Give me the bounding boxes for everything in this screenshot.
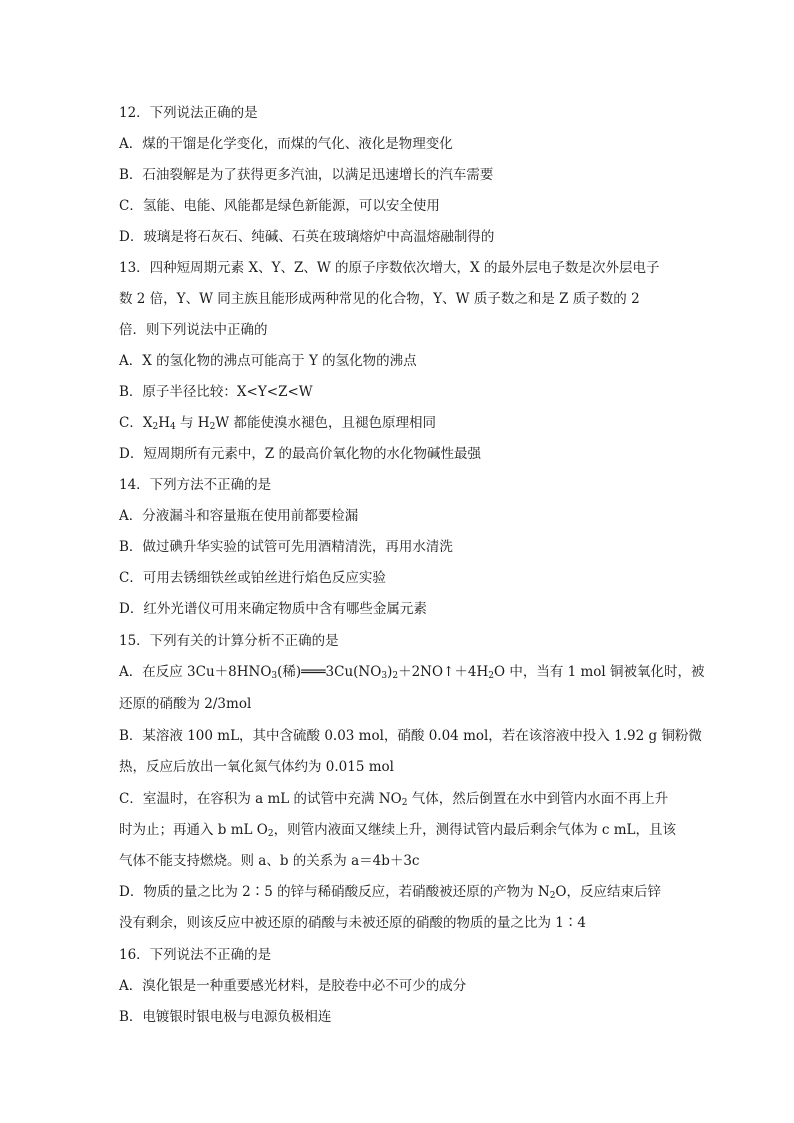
q12-option-d: D．玻璃是将石灰石、纯碱、石英在玻璃熔炉中高温熔融制得的: [119, 229, 495, 245]
q15-option-b-line2: 热，反应后放出一氧化氮气体约为 0.015 mol: [119, 759, 394, 775]
q14-option-b: B．做过碘升华实验的试管可先用酒精清洗，再用水清洗: [119, 539, 453, 555]
q15-c2-sub: 2: [267, 829, 274, 839]
q13-option-d: D．短周期所有元素中，Z 的最高价氧化物的水化物碱性最强: [119, 446, 481, 462]
q15-option-a-line1: [119, 662, 705, 682]
q14-option-c: C．可用去锈细铁丝或铂丝进行焰色反应实验: [119, 570, 386, 586]
q15-option-d-line2: 没有剩余，则该反应中被还原的硝酸与未被还原的硝酸的物质的量之比为 1∶4: [119, 915, 586, 931]
q15-c1-prefix: C．室温时，在容积为 a mL 的试管中充满 NO: [119, 791, 402, 807]
q15-a1-mid2: ): [387, 664, 393, 680]
q13-stem-line3: 倍．则下列说法中正确的: [119, 322, 268, 338]
q15-option-d-line1: [119, 882, 679, 902]
q14-option-a: A．分液漏斗和容量瓶在使用前都要检漏: [119, 508, 359, 524]
q15-c1-sub: 2: [401, 798, 408, 808]
q15-c1-suffix: 气体，然后倒置在水中到管内水面不再上升: [407, 791, 669, 807]
q13-stem-line2: 数 2 倍，Y、W 同主族且能形成两种常见的化合物，Y、W 质子数之和是 Z 质子数的 2: [119, 291, 640, 307]
q14-option-d: D．红外光谱仪可用来确定物质中含有哪些金属元素: [119, 601, 427, 617]
q15-option-c-line2: [119, 820, 679, 840]
q15-option-c-line1: [119, 789, 679, 809]
q12-stem: 12．下列说法正确的是: [119, 105, 258, 121]
q13-c-prefix: C．X: [119, 415, 153, 431]
q15-option-a-line2: 还原的硝酸为 2/3mol: [119, 696, 252, 712]
q15-a1-mid3: ＋2NO↑＋4H: [398, 664, 489, 680]
q13-c-sub1: 2: [152, 422, 159, 432]
q13-c-sub2: 4: [169, 422, 176, 432]
q14-stem: 14．下列方法不正确的是: [119, 477, 272, 493]
q15-a1-mid1: (稀)═══3Cu(NO: [277, 664, 382, 680]
q15-a1-sub1: 3: [271, 671, 278, 681]
q13-c-suffix: W 都能使溴水褪色，且褪色原理相同: [215, 415, 436, 431]
q15-a1-sub2: 3: [381, 671, 388, 681]
q13-option-a: A．X 的氢化物的沸点可能高于 Y 的氢化物的沸点: [119, 353, 417, 369]
q15-d1-suffix: O，反应结束后锌: [555, 884, 661, 900]
q12-option-a: A．煤的干馏是化学变化，而煤的气化、液化是物理变化: [119, 136, 453, 152]
q12-option-b: B．石油裂解是为了获得更多汽油，以满足迅速增长的汽车需要: [119, 167, 494, 183]
q13-c-mid2: 与 H: [175, 415, 210, 431]
q15-c2-prefix: 时为止；再通入 b mL O: [119, 822, 268, 838]
q15-c2-suffix: ，则管内液面又继续上升，测得试管内最后剩余气体为 c mL，且该: [273, 822, 677, 838]
q13-c-mid1: H: [158, 415, 170, 431]
q15-option-b-line1: B．某溶液 100 mL，其中含硫酸 0.03 mol，硝酸 0.04 mol，若在该溶液中投入 1.92 g 铜粉微: [119, 728, 702, 744]
q13-stem-line1: 13．四种短周期元素 X、Y、Z、W 的原子序数依次增大，X 的最外层电子数是次外层电子: [119, 260, 660, 276]
q15-stem: 15．下列有关的计算分析不正确的是: [119, 633, 339, 649]
q16-stem: 16．下列说法不正确的是: [119, 947, 272, 963]
q15-a1-prefix: A．在反应 3Cu＋8HNO: [119, 664, 272, 680]
q16-option-b: B．电镀银时银电极与电源负极相连: [119, 1009, 332, 1025]
q13-c-sub3: 2: [209, 422, 216, 432]
q15-d1-prefix: D．物质的量之比为 2∶5 的锌与稀硝酸反应，若硝酸被还原的产物为 N: [119, 884, 550, 900]
q16-option-a: A．溴化银是一种重要感光材料，是胶卷中必不可少的成分: [119, 978, 467, 994]
q15-d1-sub: 2: [549, 891, 556, 901]
q15-option-c-line3: 气体不能支持燃烧。则 a、b 的关系为 a＝4b＋3c: [119, 853, 420, 869]
q12-option-c: C．氢能、电能、风能都是绿色新能源，可以安全使用: [119, 198, 440, 214]
q15-a1-sub3: 2: [392, 671, 399, 681]
q15-a1-suffix: O 中，当有 1 mol 铜被氧化时，被: [493, 664, 705, 680]
q13-option-b: B．原子半径比较：X<Y<Z<W: [119, 384, 313, 400]
q15-a1-sub4: 2: [488, 671, 494, 681]
q13-option-c: [119, 413, 679, 433]
